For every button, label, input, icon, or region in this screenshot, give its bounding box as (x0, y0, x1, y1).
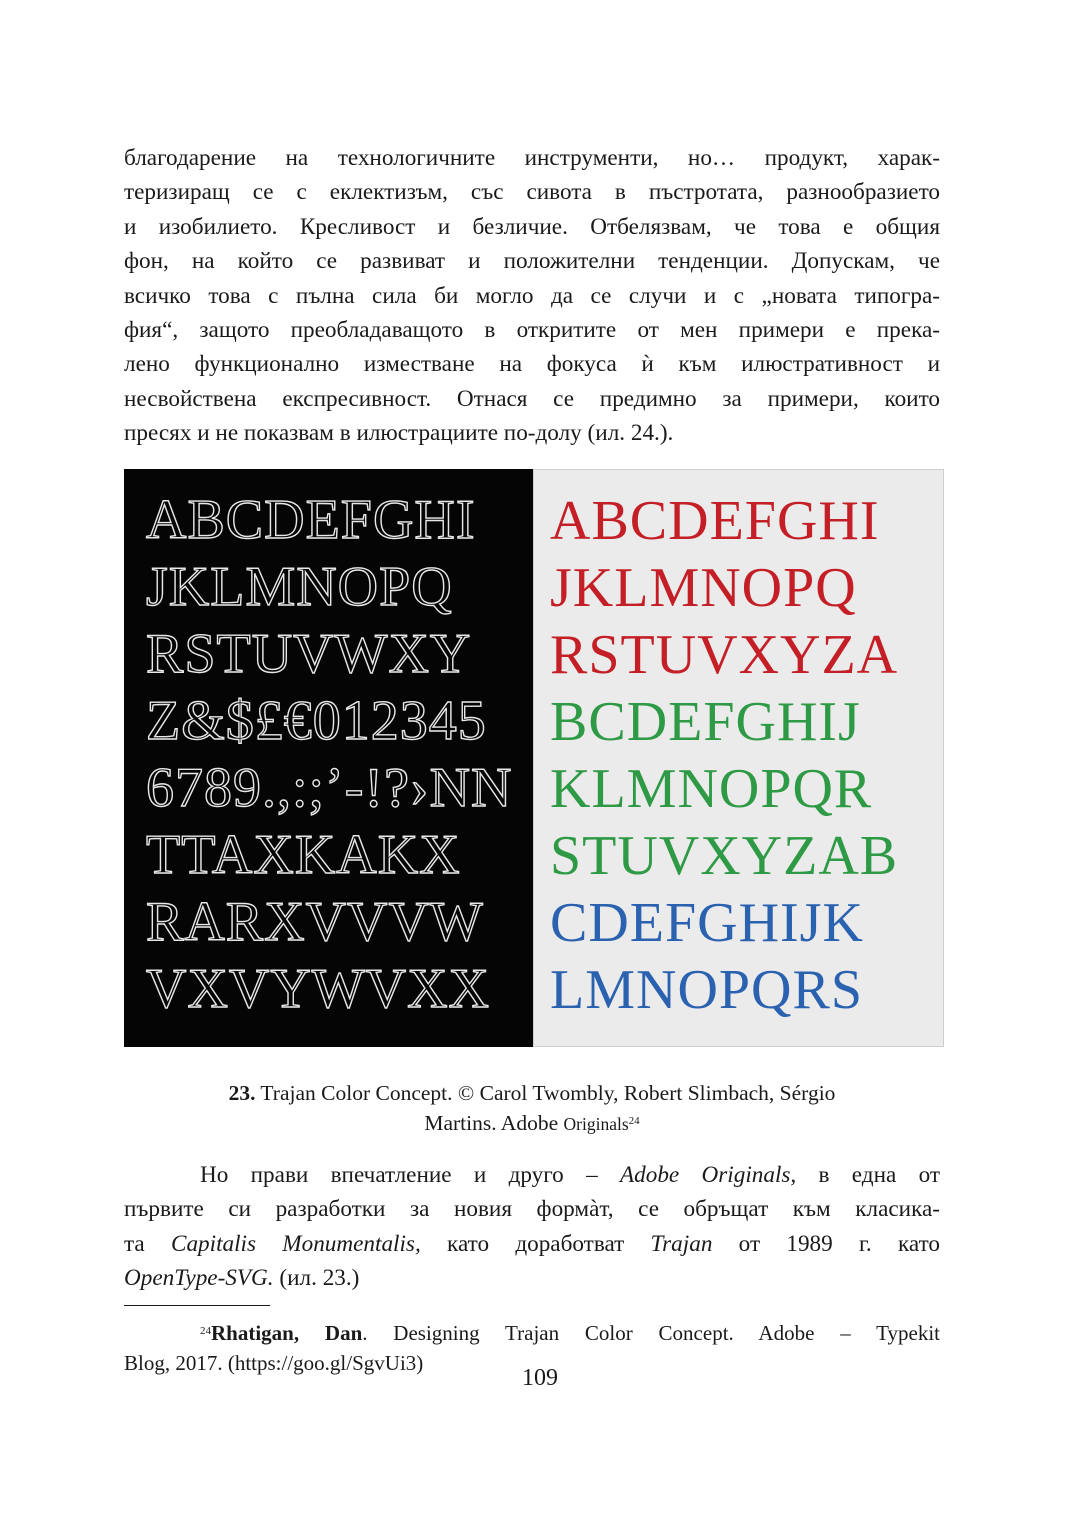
text-line: лено функционално изместване на фокуса ѝ към илюстративност и (124, 351, 940, 378)
glyph-row: VXVYWVXX (146, 958, 490, 1020)
text-line: фон, на който се развиват и положителни тенденции. Допускам, че (124, 248, 940, 275)
text-run: (ил. 23.) (273, 1265, 360, 1292)
glyph-row: JKLMNOPQ (146, 556, 453, 618)
footnote-text: . Designing Trajan Color Concept. Adobe – Typekit (362, 1321, 940, 1345)
glyph-row-blue: LMNOPQRS (550, 959, 863, 1021)
text-run-italic: OpenType-SVG. (124, 1265, 274, 1292)
caption-small-text: Originals (563, 1114, 629, 1134)
glyph-row: Z&$£€012345 (146, 690, 487, 752)
footnote-divider (124, 1305, 270, 1306)
caption-number: 23. (228, 1081, 256, 1105)
footnote-author: Rhatigan, Dan (211, 1321, 363, 1345)
glyph-row: RSTUVWXY (146, 623, 472, 685)
footnote-line: Blog, 2017. (https://goo.gl/SgvUi3) (124, 1351, 424, 1375)
glyph-row-blue: CDEFGHIJK (550, 892, 864, 954)
figure-caption (124, 1078, 940, 1139)
text-run: Но прави впечатление и друго – (200, 1162, 620, 1188)
body-paragraph-top (124, 141, 940, 451)
glyph-row-red: RSTUVXYZA (550, 624, 899, 686)
glyph-row: ABCDEFGHI (146, 489, 476, 551)
text-line: пресях и не показвам в илюстрациите по-долу (ил. 24.). (124, 420, 674, 447)
footnote-line (124, 1318, 940, 1348)
text-run: в една от (796, 1162, 941, 1188)
text-line: всичко това с пълна сила би могло да се случи и с „новата типогра- (124, 282, 940, 309)
glyph-row-red: JKLMNOPQ (550, 557, 857, 619)
text-run-italic: Trajan (650, 1230, 713, 1257)
glyph-row: RARXVVVW (146, 891, 484, 953)
glyph-row: TTAXKAKX (146, 824, 461, 886)
text-line: първите си разработки за новия формàт, се обръщат към класика- (124, 1196, 940, 1223)
text-run-italic: Capitalis Monumentalis, (170, 1230, 421, 1257)
text-line: фия“, защото преобладаващото в откритите от мен примери е прека- (124, 317, 940, 344)
glyph-row-green: BCDEFGHIJ (550, 691, 861, 753)
text-line (124, 1158, 940, 1192)
caption-line-1 (124, 1078, 940, 1108)
text-run: като доработват (420, 1230, 651, 1257)
text-line (124, 1227, 940, 1261)
text-line: несвойствена експресивност. Отнася се предимно за примери, които (124, 385, 940, 412)
text-line: теризиращ се с еклектизъм, със сивота в пъстротата, разнообразието (124, 179, 940, 206)
trajan-figure (124, 469, 944, 1047)
text-line (124, 1261, 940, 1295)
footnote-ref: 24 (628, 1115, 640, 1127)
body-paragraph-bottom (124, 1158, 940, 1296)
caption-text: Trajan Color Concept. © Carol Twombly, Robert Slimbach, Sérgio (255, 1081, 836, 1105)
figure-panel-outline (124, 469, 533, 1047)
caption-line-2 (124, 1108, 940, 1139)
glyph-row-red: ABCDEFGHI (550, 490, 880, 552)
figure-panel-color (533, 469, 944, 1047)
page-number: 109 (522, 1365, 558, 1391)
text-run: от 1989 г. като (712, 1230, 940, 1257)
caption-text: Martins. Adobe (424, 1111, 564, 1135)
glyph-row-green: KLMNOPQR (550, 758, 873, 820)
text-line: благодарение на технологичните инструменти, но… продукт, харак- (124, 145, 940, 171)
text-line: и изобилието. Кресливост и безличие. Отбелязвам, че това е общия (124, 213, 940, 240)
text-run: та (124, 1230, 171, 1257)
glyph-row-green: STUVXYZAB (550, 825, 899, 887)
footnote-number: 24 (200, 1325, 211, 1337)
text-run-italic: Adobe Originals, (619, 1162, 797, 1188)
glyph-row: 6789.,:;’-!?›NN (146, 757, 513, 819)
